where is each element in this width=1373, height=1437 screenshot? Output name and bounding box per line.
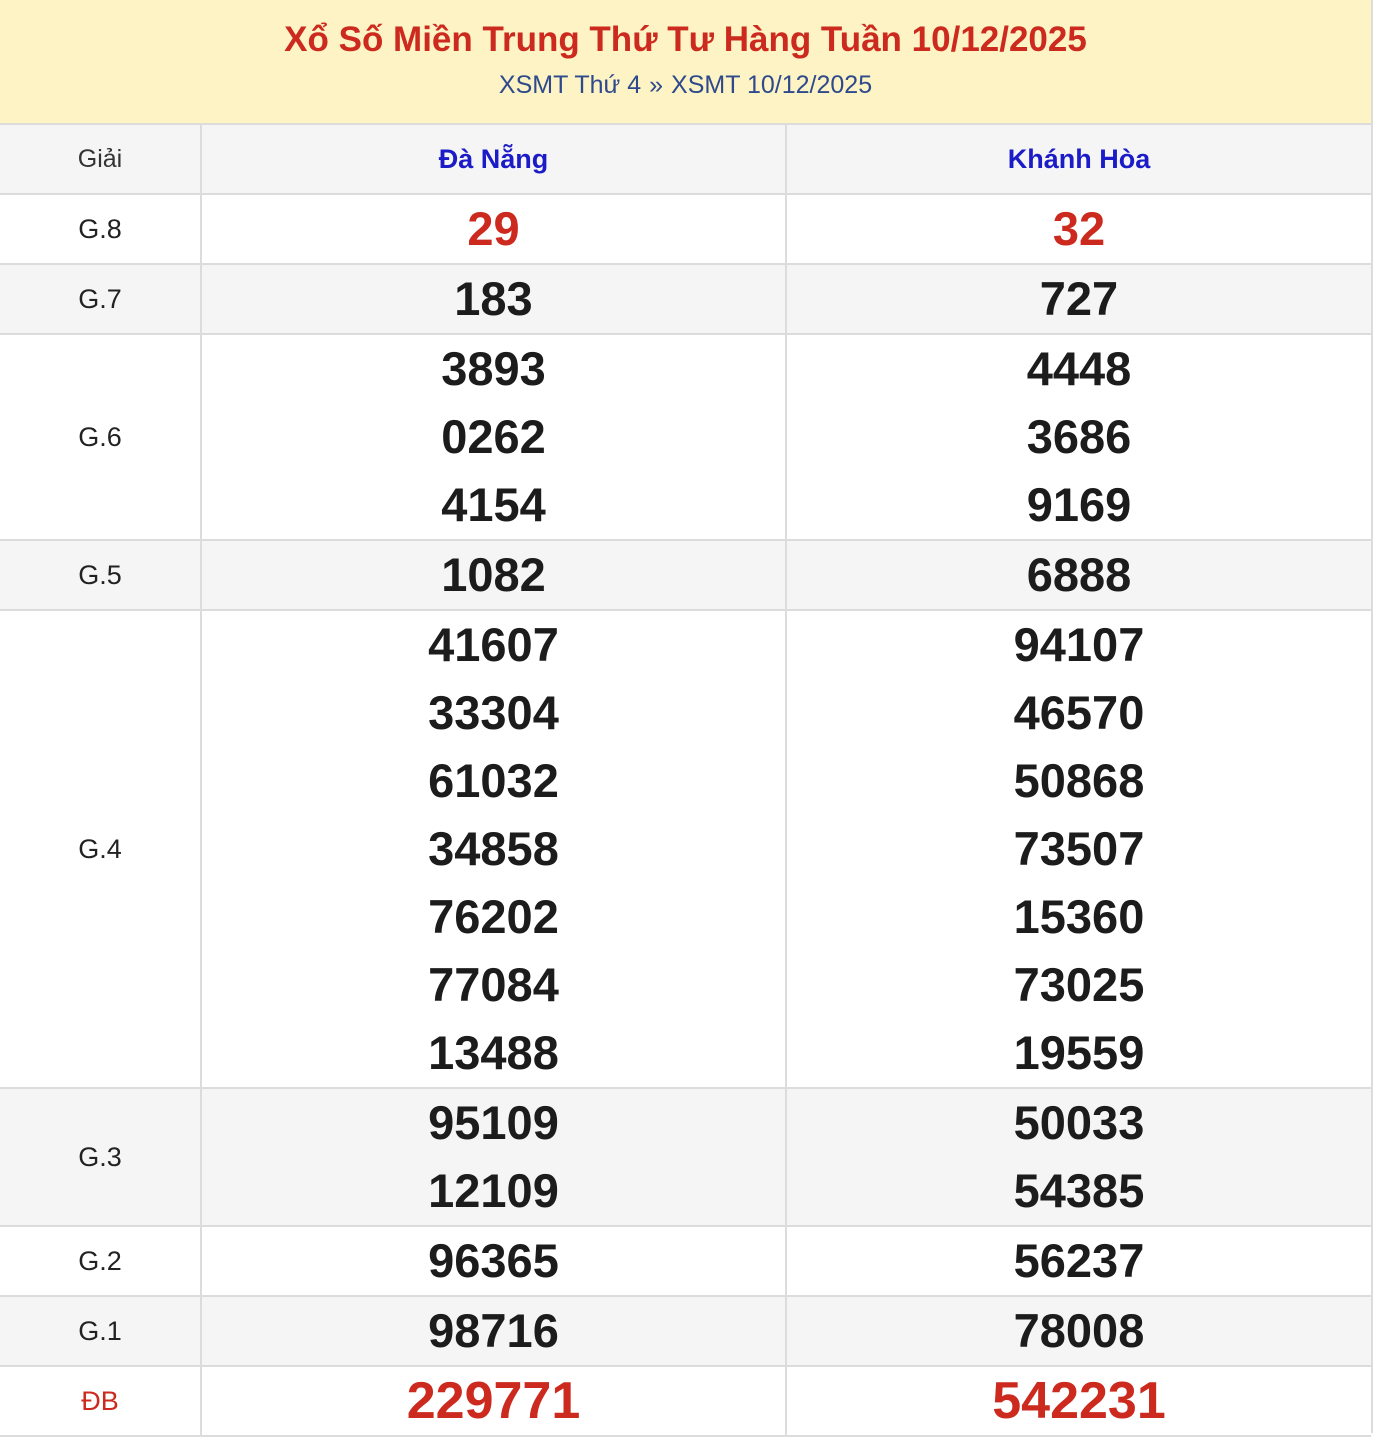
table-row: [0, 1296, 1371, 1366]
result-cell: [786, 1088, 1371, 1226]
result-cell: [786, 1226, 1371, 1296]
prize-label: G.7: [0, 264, 201, 334]
result-cell: [201, 610, 786, 1088]
result-cell: [201, 1226, 786, 1296]
winning-number: 77084: [428, 958, 559, 1011]
winning-number: 4448: [1026, 342, 1132, 395]
winning-number: 15360: [1013, 890, 1145, 943]
winning-number: 50033: [1013, 1096, 1145, 1149]
prize-label: G.8: [0, 194, 201, 264]
result-cell: [201, 1088, 786, 1226]
winning-number: 3893: [441, 342, 546, 395]
table-row: [0, 610, 1371, 1088]
results-header: [0, 0, 1371, 125]
winning-number: 41607: [428, 618, 559, 671]
result-cell: [786, 540, 1371, 610]
winning-number: 73507: [1013, 822, 1145, 875]
breadcrumb-link-weekday[interactable]: XSMT Thứ 4: [498, 71, 642, 99]
result-cell: [201, 334, 786, 540]
winning-number: 95109: [428, 1096, 559, 1149]
winning-number: 54385: [1013, 1164, 1145, 1217]
table-row: [0, 334, 1371, 540]
winning-number: 183: [454, 272, 533, 325]
prize-label: G.5: [0, 540, 201, 610]
winning-number: 12109: [428, 1164, 559, 1217]
table-row: [0, 540, 1371, 610]
winning-number: 19559: [1013, 1026, 1145, 1079]
prize-label: G.3: [0, 1088, 201, 1226]
province-khanh-hoa[interactable]: Khánh Hòa: [1007, 143, 1151, 174]
prize-label: G.4: [0, 610, 201, 1088]
winning-number: 61032: [428, 754, 559, 807]
table-row: [0, 1226, 1371, 1296]
winning-number: 98716: [428, 1304, 559, 1357]
prize-label: G.1: [0, 1296, 201, 1366]
table-row: [0, 1088, 1371, 1226]
winning-number: 1082: [441, 548, 546, 601]
result-cell: [786, 334, 1371, 540]
special-prize-number: 542231: [992, 1372, 1166, 1430]
winning-number: 78008: [1013, 1304, 1145, 1357]
result-cell: [201, 264, 786, 334]
page-title: Xổ Số Miền Trung Thứ Tư Hàng Tuần 10/12/2025: [284, 20, 1087, 59]
breadcrumb: [0, 69, 1371, 101]
winning-number: 0262: [441, 410, 546, 463]
winning-number: 34858: [428, 822, 559, 875]
column-header-da-nang: [201, 125, 786, 194]
winning-number: 727: [1039, 272, 1119, 325]
province-da-nang[interactable]: Đà Nẵng: [438, 143, 549, 174]
winning-number: 29: [467, 202, 520, 255]
winning-number: 9169: [1026, 478, 1132, 531]
prize-label: G.6: [0, 334, 201, 540]
prize-label: G.2: [0, 1226, 201, 1296]
table-row-special-prize: [0, 1366, 1371, 1436]
table-row: [0, 264, 1371, 334]
result-cell: [786, 610, 1371, 1088]
table-row: [0, 194, 1371, 264]
result-cell: [786, 264, 1371, 334]
result-cell: [201, 194, 786, 264]
special-prize-number: 229771: [406, 1372, 581, 1430]
winning-number: 3686: [1026, 410, 1132, 463]
winning-number: 4154: [441, 478, 546, 531]
winning-number: 76202: [428, 890, 559, 943]
column-header-prize: [0, 125, 201, 194]
winning-number: 94107: [1013, 618, 1145, 671]
breadcrumb-separator: »: [649, 71, 664, 99]
winning-number: 96365: [428, 1234, 559, 1287]
winning-number: 50868: [1013, 754, 1145, 807]
winning-number: 13488: [428, 1026, 559, 1079]
winning-number: 32: [1052, 202, 1106, 255]
result-cell: [201, 540, 786, 610]
prize-column-label: Giải: [77, 144, 123, 173]
results-table: [0, 125, 1371, 1437]
breadcrumb-link-date[interactable]: XSMT 10/12/2025: [671, 71, 873, 99]
result-cell: [786, 194, 1371, 264]
winning-number: 33304: [428, 686, 559, 739]
winning-number: 56237: [1013, 1234, 1145, 1287]
winning-number: 6888: [1026, 548, 1132, 601]
result-cell: [786, 1296, 1371, 1366]
result-cell: [201, 1366, 786, 1436]
winning-number: 46570: [1013, 686, 1145, 739]
column-header-khanh-hoa: [786, 125, 1371, 194]
prize-label: ĐB: [0, 1366, 201, 1436]
result-cell: [201, 1296, 786, 1366]
table-header-row: [0, 125, 1371, 194]
winning-number: 73025: [1013, 958, 1145, 1011]
result-cell: [786, 1366, 1371, 1436]
